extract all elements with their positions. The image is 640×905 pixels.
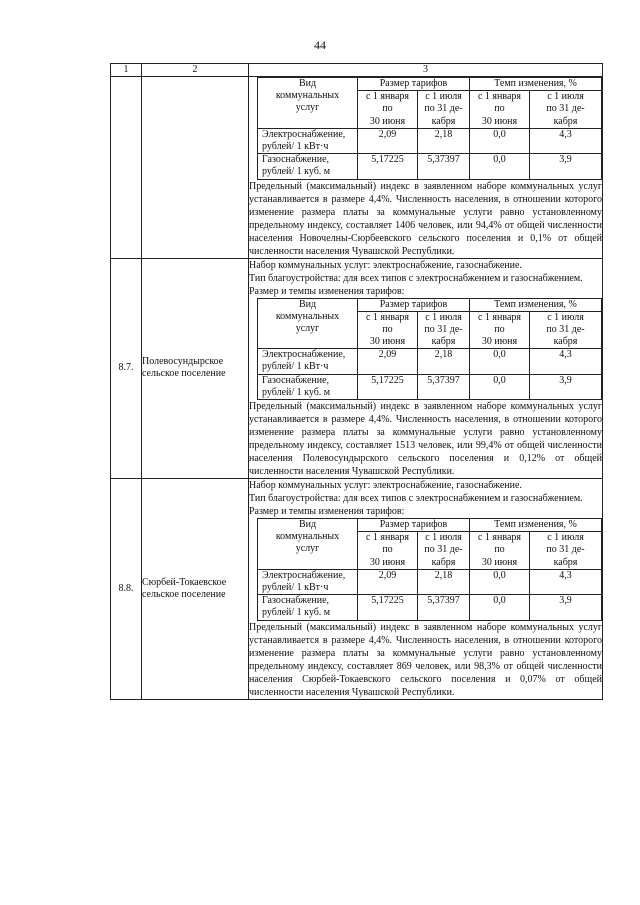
header-line: по 31 де- <box>424 544 463 556</box>
rate-jan-jun: 0,0 <box>470 128 530 153</box>
service-unit-line: рублей/ 1 куб. м <box>262 166 331 178</box>
column-number-2: 2 <box>142 64 249 77</box>
period-header <box>530 311 602 349</box>
settlement-row <box>111 258 603 479</box>
tariff-table <box>257 518 602 621</box>
max-index-conclusion: Предельный (максимальный) индекс в заявленном наборе коммунальных услуг устанавливается в размере 4,4%. Численность населения, в отношении которого изменение размера платы за коммунальные услуги равно установленному предельному индексу, составляет 869 человек, или 98,3% от общей численности населения Сюрбей-Токаевского сельского поселения и 0,07% от общей численности населения Чувашской Республики. <box>249 621 602 698</box>
tariff-jul-dec: 5,37397 <box>418 374 470 399</box>
service-type-header <box>258 519 358 570</box>
header-line: по <box>382 323 393 335</box>
header-line: коммунальных <box>275 310 340 322</box>
header-line: по 31 де- <box>424 323 463 335</box>
tariff-jul-dec: 2,18 <box>418 569 470 594</box>
header-line: с 1 июля <box>547 91 584 103</box>
period-header <box>358 91 418 129</box>
rate-change-header: Темп изменения, % <box>470 78 602 91</box>
intro-line: Набор коммунальных услуг: электроснабжение, газоснабжение. <box>249 259 522 271</box>
header-line: с 1 июля <box>425 91 462 103</box>
service-name-line: Газоснабжение, <box>262 154 330 166</box>
header-line: по <box>494 103 505 115</box>
header-line: с 1 января <box>477 91 522 103</box>
tariff-jan-jun: 5,17225 <box>358 595 418 620</box>
tariff-jan-jun: 2,09 <box>358 569 418 594</box>
intro-line: Размер и темпы изменения тарифов: <box>249 285 405 297</box>
settlement-name-text: Сюрбей-Токаевское сельское поселение <box>142 576 227 600</box>
header-line: с 1 июля <box>547 311 584 323</box>
service-unit-line: рублей/ 1 куб. м <box>262 607 331 619</box>
intro-line: Набор коммунальных услуг: электроснабжение, газоснабжение. <box>249 480 522 491</box>
settlement-name-text: Полевосундырское сельское поселение <box>142 356 226 380</box>
header-line: по <box>382 103 393 115</box>
service-unit-line: рублей/ 1 куб. м <box>262 386 331 398</box>
rate-change-header: Темп изменения, % <box>470 298 602 311</box>
rate-jan-jun: 0,0 <box>470 595 530 620</box>
service-name-line: Электроснабжение, <box>262 569 346 581</box>
period-header <box>530 91 602 129</box>
tariff-size-header: Размер тарифов <box>358 78 470 91</box>
service-unit-line: рублей/ 1 кВт·ч <box>262 140 329 152</box>
header-line: с 1 января <box>477 532 522 544</box>
tariff-jan-jun: 2,09 <box>358 128 418 153</box>
rate-jan-jun: 0,0 <box>470 569 530 594</box>
header-line: с 1 января <box>365 532 410 544</box>
header-line: 30 июня <box>369 556 406 568</box>
rate-jan-jun: 0,0 <box>470 349 530 374</box>
header-line: 30 июня <box>481 336 518 348</box>
header-line: кабря <box>431 556 456 568</box>
header-line: коммунальных <box>275 90 340 102</box>
tariff-table <box>257 298 602 401</box>
header-line: кабря <box>553 556 578 568</box>
rate-jul-dec: 3,9 <box>530 595 602 620</box>
rate-jan-jun: 0,0 <box>470 154 530 179</box>
period-header <box>358 311 418 349</box>
header-line: коммунальных <box>275 531 340 543</box>
page-number: 44 <box>314 38 326 52</box>
settlement-name <box>142 479 249 700</box>
settlement-name <box>142 258 249 479</box>
period-header <box>418 532 470 570</box>
header-line: 30 июня <box>481 115 518 127</box>
service-row <box>258 374 602 399</box>
max-index-conclusion: Предельный (максимальный) индекс в заявленном наборе коммунальных услуг устанавливается в размере 4,4%. Численность населения, в отношении которого изменение размера платы за коммунальные услуги равно установленному предельному индексу, составляет 1406 человек, или 94,4% от общей численности населения Новочелны-Сюрбеевского сельского поселения и 0,1% от общей численности населения Чувашской Республики. <box>249 180 602 257</box>
service-name-line: Газоснабжение, <box>262 595 330 607</box>
header-line: по 31 де- <box>546 103 585 115</box>
service-name-line: Электроснабжение, <box>262 128 346 140</box>
header-line: кабря <box>553 336 578 348</box>
service-name-line: Электроснабжение, <box>262 349 346 361</box>
header-line: Вид <box>298 78 317 89</box>
header-line: с 1 января <box>477 311 522 323</box>
header-line: по <box>494 323 505 335</box>
intro-line: Тип благоустройства: для всех типов с электроснабжением и газоснабжением. <box>249 493 583 504</box>
header-line: услуг <box>295 322 320 334</box>
period-header <box>418 311 470 349</box>
header-line: по 31 де- <box>546 323 585 335</box>
tariff-jul-dec: 2,18 <box>418 128 470 153</box>
header-line: с 1 июля <box>547 532 584 544</box>
row-number <box>111 77 142 259</box>
service-row <box>258 128 602 153</box>
header-line: кабря <box>431 115 456 127</box>
column-number-1: 1 <box>111 64 142 77</box>
service-name <box>258 154 358 179</box>
period-header <box>470 311 530 349</box>
period-header <box>470 532 530 570</box>
tariff-description <box>249 479 603 700</box>
period-header <box>530 532 602 570</box>
period-header <box>418 91 470 129</box>
column-number-row <box>111 64 603 77</box>
rate-jul-dec: 4,3 <box>530 349 602 374</box>
max-index-conclusion: Предельный (максимальный) индекс в заявленном наборе коммунальных услуг устанавливается в размере 4,4%. Численность населения, в отношении которого изменение размера платы за коммунальные услуги равно установленному предельному индексу, составляет 1513 человек, или 99,4% от общей численности населения Полевосундырского сельского поселения и 0,12% от общей численности населения Чувашской Республики. <box>249 401 602 477</box>
header-line: с 1 июля <box>425 311 462 323</box>
tariff-jul-dec: 5,37397 <box>418 595 470 620</box>
settlement-row <box>111 479 603 700</box>
tariff-jan-jun: 2,09 <box>358 349 418 374</box>
service-name-line: Газоснабжение, <box>262 374 330 386</box>
header-line: 30 июня <box>481 556 518 568</box>
service-unit-line: рублей/ 1 кВт·ч <box>262 361 329 373</box>
header-line: Вид <box>298 519 317 530</box>
rate-jul-dec: 3,9 <box>530 374 602 399</box>
rate-jul-dec: 4,3 <box>530 569 602 594</box>
tariff-jan-jun: 5,17225 <box>358 374 418 399</box>
service-unit-line: рублей/ 1 кВт·ч <box>262 581 329 593</box>
tariff-size-header: Размер тарифов <box>358 519 470 532</box>
row-number: 8.7. <box>111 258 142 479</box>
period-header <box>358 532 418 570</box>
service-name <box>258 128 358 153</box>
header-line: кабря <box>431 336 456 348</box>
tariff-size-header: Размер тарифов <box>358 298 470 311</box>
header-line: услуг <box>295 543 320 555</box>
service-row <box>258 154 602 179</box>
header-line: кабря <box>553 115 578 127</box>
tariff-table <box>257 77 602 180</box>
rate-jan-jun: 0,0 <box>470 374 530 399</box>
header-line: по 31 де- <box>424 103 463 115</box>
column-number-3: 3 <box>249 64 603 77</box>
intro-line: Тип благоустройства: для всех типов с электроснабжением и газоснабжением. <box>249 272 583 284</box>
settlement-row <box>111 77 603 259</box>
header-line: с 1 января <box>365 311 410 323</box>
service-type-header <box>258 298 358 349</box>
tariff-document-table <box>110 63 603 700</box>
rate-change-header: Темп изменения, % <box>470 519 602 532</box>
intro-line: Размер и темпы изменения тарифов: <box>249 506 405 517</box>
tariff-description <box>249 77 603 259</box>
settlement-name <box>142 77 249 259</box>
header-line: 30 июня <box>369 115 406 127</box>
header-line: Вид <box>298 298 317 310</box>
service-name <box>258 374 358 399</box>
header-line: по <box>494 544 505 556</box>
period-header <box>470 91 530 129</box>
rate-jul-dec: 4,3 <box>530 128 602 153</box>
header-line: услуг <box>295 102 320 114</box>
row-number: 8.8. <box>111 479 142 700</box>
header-line: по <box>382 544 393 556</box>
tariff-jan-jun: 5,17225 <box>358 154 418 179</box>
service-row <box>258 349 602 374</box>
service-name <box>258 349 358 374</box>
rate-jul-dec: 3,9 <box>530 154 602 179</box>
header-line: по 31 де- <box>546 544 585 556</box>
header-line: 30 июня <box>369 336 406 348</box>
service-name <box>258 569 358 594</box>
tariff-jul-dec: 2,18 <box>418 349 470 374</box>
service-row <box>258 569 602 594</box>
header-line: с 1 июля <box>425 532 462 544</box>
tariff-jul-dec: 5,37397 <box>418 154 470 179</box>
service-name <box>258 595 358 620</box>
tariff-description <box>249 258 603 479</box>
header-line: с 1 января <box>365 91 410 103</box>
service-row <box>258 595 602 620</box>
service-type-header <box>258 78 358 129</box>
